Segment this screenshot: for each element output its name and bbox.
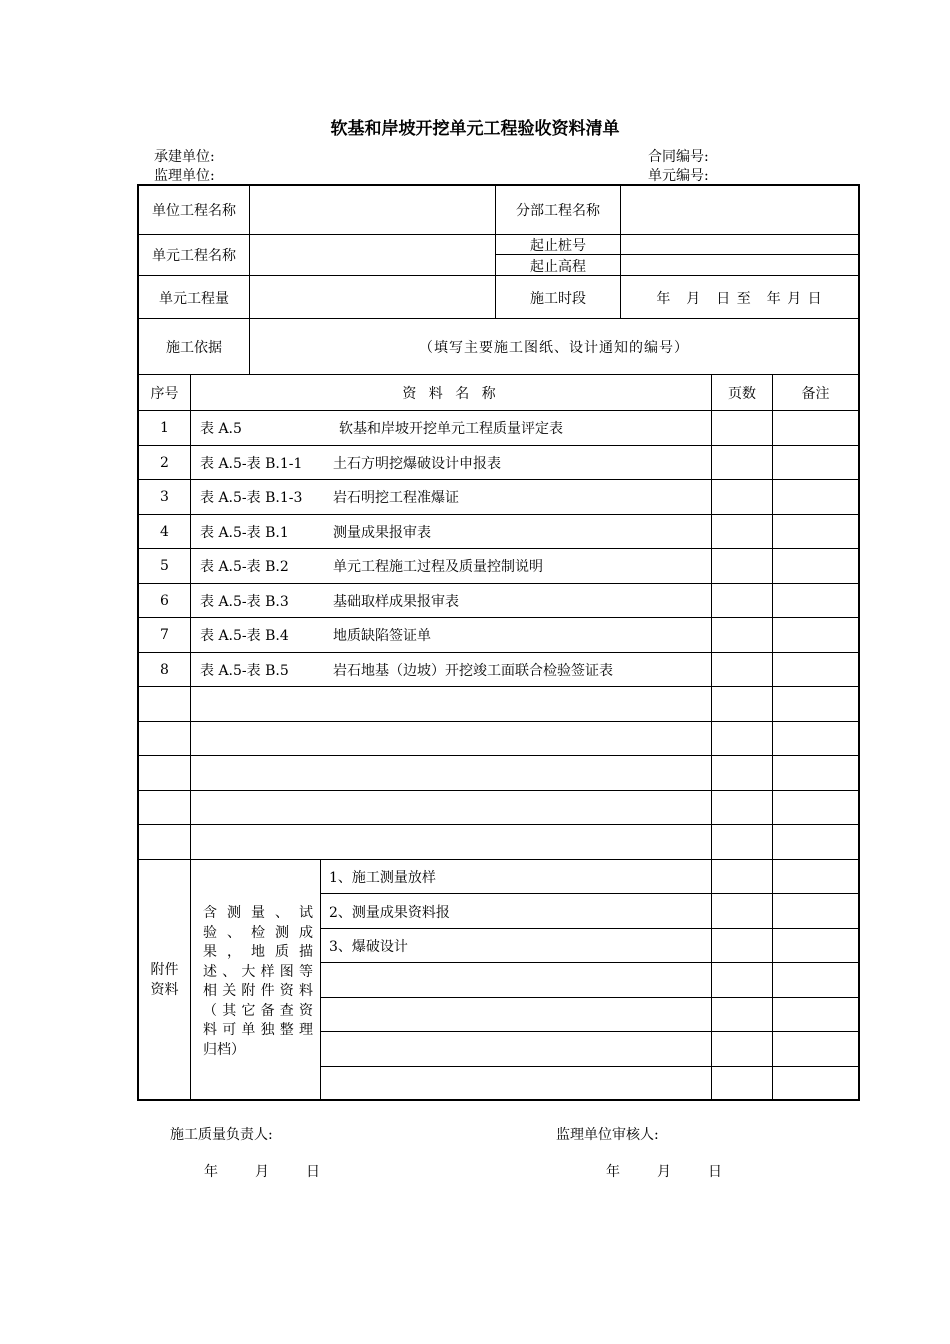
attachment-item: 3、爆破设计	[329, 939, 408, 955]
col-remarks-header: 备注	[801, 385, 830, 402]
attachments-description-line: 料可单独整理	[203, 1022, 313, 1038]
elevation-range-label: 起止高程	[530, 259, 586, 275]
attachments-description-line: 果 ， 地 质 描	[203, 944, 313, 960]
row-no: 6	[160, 593, 169, 609]
date-left: 年 月 日	[204, 1164, 323, 1180]
row-no: 1	[160, 420, 169, 436]
attachments-label-line1: 附件	[150, 962, 179, 978]
unit-project-name-value[interactable]	[250, 186, 494, 234]
construction-basis-note: （填写主要施工图纸、设计通知的编号）	[419, 339, 689, 356]
element-project-name-label: 单元工程名称	[152, 248, 236, 264]
row-code: 表 A.5-表 B.3	[200, 594, 289, 610]
unit-no-label: 单元编号:	[648, 168, 709, 184]
row-code: 表 A.5-表 B.4	[200, 628, 289, 644]
row-no: 3	[160, 489, 169, 505]
attachments-description-line: （其它备查资	[203, 1002, 313, 1019]
attachments-description-line: 含 测 量 、 试	[203, 905, 313, 921]
attachment-item: 1、施工测量放样	[329, 870, 436, 886]
row-no: 5	[160, 558, 169, 574]
row-code: 表 A.5-表 B.1	[200, 525, 289, 541]
element-quantity-label: 单元工程量	[159, 290, 229, 307]
row-name: 土石方明挖爆破设计申报表	[333, 456, 501, 472]
row-no: 7	[160, 627, 169, 643]
row-code: 表 A.5-表 B.1-3	[200, 490, 303, 506]
sub-project-name-value[interactable]	[621, 186, 858, 234]
attachments-label-line2: 资料	[150, 982, 179, 998]
row-no: 8	[160, 662, 169, 678]
attachment-item: 2、测量成果资料报	[329, 905, 450, 921]
row-name: 软基和岸坡开挖单元工程质量评定表	[339, 421, 563, 437]
row-name: 岩石明挖工程准爆证	[333, 490, 459, 506]
col-pages-header: 页数	[728, 385, 756, 402]
row-code: 表 A.5	[200, 421, 242, 437]
construction-basis-label: 施工依据	[166, 339, 222, 356]
row-code: 表 A.5-表 B.5	[200, 663, 289, 679]
contractor-label: 承建单位:	[154, 149, 215, 165]
attachments-description	[203, 904, 313, 1060]
attachments-description-line: 归档）	[203, 1041, 245, 1058]
col-seq-header: 序号	[150, 385, 179, 402]
row-name: 地质缺陷签证单	[333, 628, 431, 644]
attachments-description-line: 相关附件资料	[203, 983, 313, 999]
pile-range-label: 起止桩号	[530, 238, 586, 254]
row-name: 测量成果报审表	[333, 525, 431, 541]
row-name: 岩石地基（边坡）开挖竣工面联合检验签证表	[333, 663, 613, 679]
sub-project-name-label: 分部工程名称	[516, 203, 600, 219]
row-name: 单元工程施工过程及质量控制说明	[333, 559, 543, 575]
attachments-description-line: 述、大样图等	[203, 963, 313, 980]
reviewer-label: 监理单位审核人:	[556, 1127, 659, 1143]
element-quantity-value[interactable]	[250, 276, 494, 319]
contract-no-label: 合同编号:	[648, 149, 709, 165]
quality-person-label: 施工质量负责人:	[170, 1127, 273, 1143]
row-code: 表 A.5-表 B.1-1	[200, 456, 303, 472]
col-name-header: 资 料 名 称	[402, 385, 500, 402]
construction-period-label: 施工时段	[530, 290, 586, 307]
unit-project-name-label: 单位工程名称	[152, 203, 236, 219]
row-no: 2	[160, 455, 169, 471]
row-code: 表 A.5-表 B.2	[200, 559, 289, 575]
date-right: 年 月 日	[606, 1164, 725, 1180]
supervisor-label: 监理单位:	[154, 168, 215, 184]
construction-period-value: 年 月 日 至 年 月 日	[656, 290, 823, 307]
element-project-name-value[interactable]	[250, 235, 494, 275]
row-no: 4	[160, 524, 169, 540]
document-title: 软基和岸坡开挖单元工程验收资料清单	[330, 119, 620, 139]
row-name: 基础取样成果报审表	[333, 594, 459, 610]
attachments-label	[139, 860, 190, 1100]
attachments-description-line: 验 、 检 测 成	[203, 924, 313, 941]
